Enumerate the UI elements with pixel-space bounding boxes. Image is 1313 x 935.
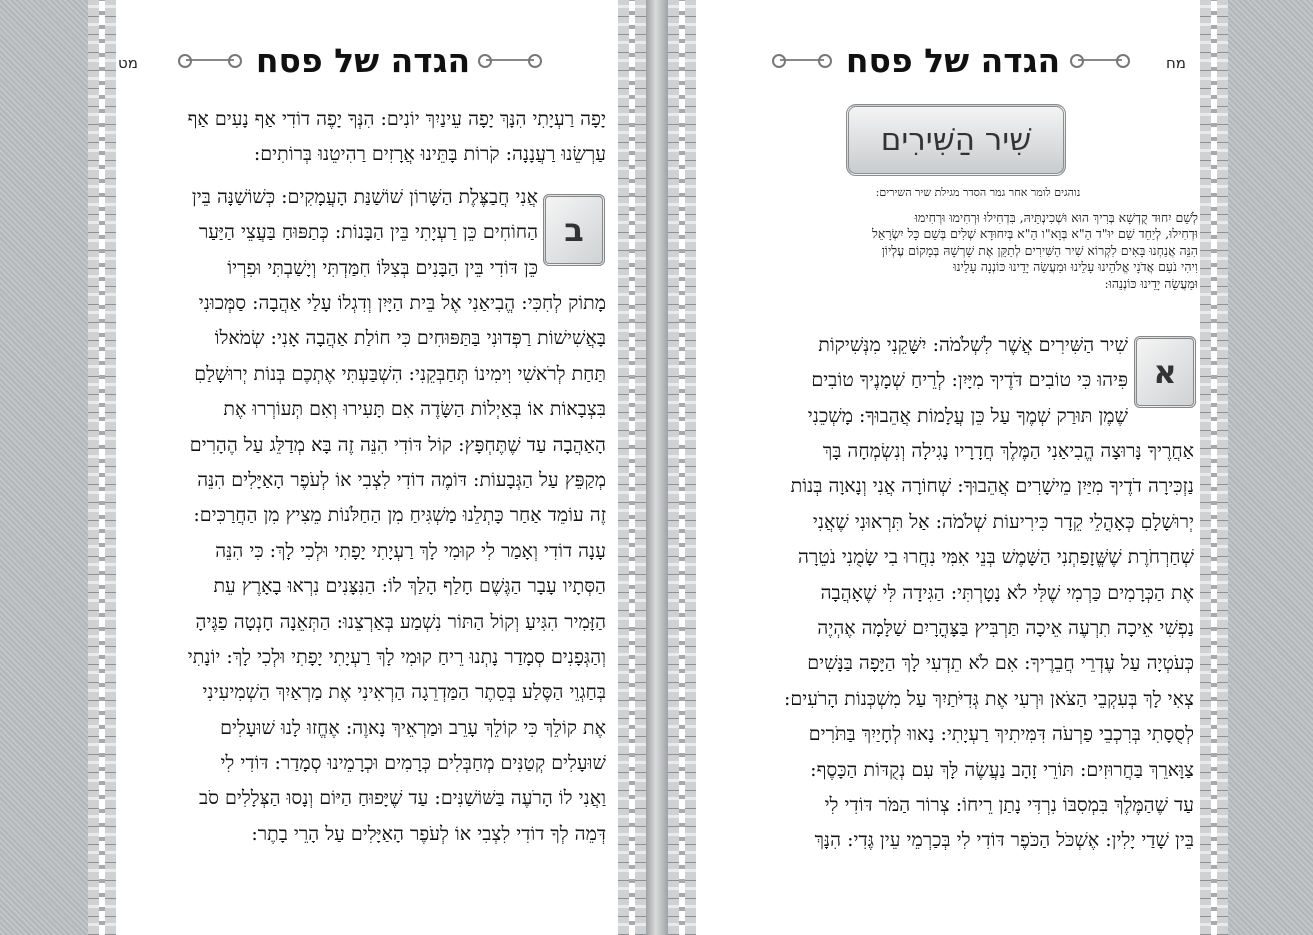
ornament-icon [486,59,534,61]
ornament-icon [186,59,234,61]
page-title: הגדה של פסח [255,40,471,80]
text-line: וְהַגְּפָנִים סְמָדַר נָתְנוּ רֵיחַ קוּמִי לָךְ רַעְיָתִי יָפָתִי וּלְכִי לָךְ: יוֹנָתִי [187,645,606,668]
text-line: עַרְשֵׂנוּ רַעֲנָנָה: קֹרוֹת בָּתֵּינוּ אֲרָזִים רַהִיטֵנוּ בְּרוֹתִים: [253,143,606,166]
text-line: מָתוֹק לְחִכִּי: הֱבִיאַנִי אֶל בֵּית הַיָּיִן וְדִגְלוֹ עָלַי אַהֲבָה: סַמְּכוּנִי [198,292,606,314]
text-line: עַד שֶׁהַמֶּלֶךְ בִּמְסִבּוֹ נִרְדִּי נָתַן רֵיחוֹ: צְרוֹר הַמֹּר דּוֹדִי לִי [824,793,1194,816]
text-line: בֵּין שָׁדַי יָלִין: אֶשְׁכֹּל הַכֹּפֶר דּוֹדִי לִי בְּכַרְמֵי עֵין גֶּדִי: הִנָּךְ [814,829,1194,852]
custom-note: נוהגים לומר אחר גמר הסדר מגילת שיר השירים: [875,186,1081,199]
prayer-line: וִיהִי נֹעַם אֲדֹנָי אֱלֹהֵינוּ עָלֵינוּ וּמַעֲשֵׂה יָדֵינוּ כּוֹנְנָה עָלֵינוּ [953,259,1198,275]
chapter-text [710,434,1194,859]
song-title-plaque: שִׁיר הַשִּׁירִים [846,104,1066,176]
chapter-letter-plaque: א [1134,336,1196,408]
text-line: הַסְּתָיו עָבָר הַגֶּשֶׁם חָלַף הָלַךְ לוֹ: הַנִּצָּנִים נִרְאוּ בָאָרֶץ עֵת [213,575,606,598]
chapter-text [116,286,606,852]
text-line: אֶת הַכְּרָמִים כַּרְמִי שֶׁלִּי לֹא נָטָרְתִּי: הַגִּידָה לִּי שֶׁאָהֲבָה [820,581,1194,604]
text-line: הָאַהֲבָה עַד שֶׁתֶּחְפָּץ: קוֹל דּוֹדִי הִנֵּה זֶה בָּא מְדַלֵּג עַל הֶהָרִים [189,433,606,456]
text-line: עָנָה דוֹדִי וְאָמַר לִי קוּמִי לָךְ רַעְיָתִי יָפָתִי וּלְכִי לָךְ: כִּי הִנֵּה [215,539,606,562]
text-line: תַּחַת לְרֹאשִׁי וִימִינוֹ תְּחַבְּקֵנִי: הִשְׁבַּעְתִּי אֶתְכֶם בְּנוֹת יְרוּשָׁלַםִ [194,362,606,385]
text-line: פִּיהוּ כִּי טוֹבִים דֹּדֶיךָ מִיָּיִן: לְרֵיחַ שְׁמָנֶיךָ טוֹבִים [811,369,1128,392]
text-line: בִּצְבָאוֹת אוֹ בְּאַיְלוֹת הַשָּׂדֶה אִם תָּעִירוּ וְאִם תְּעוֹרְרוּ אֶת [223,398,606,421]
text-line: צְאִי לָךְ בְּעִקְבֵי הַצֹּאן וּרְעִי אֶת גְּדִיֹּתַיִךְ עַל מִשְׁכְּנוֹת הָרֹעִים: [784,687,1194,710]
text-line: הַזָּמִיר הִגִּיעַ וְקוֹל הַתּוֹר נִשְׁמַע בְּאַרְצֵנוּ: הַתְּאֵנָה חָנְטָה פַגֶּיהָ [195,610,606,633]
text-line: מְקַפֵּץ עַל הַגְּבָעוֹת: דּוֹמֶה דוֹדִי לִצְבִי אוֹ לְעֹפֶר הָאַיָּלִים הִנֵּה [197,468,606,491]
chapter-text-top [116,180,538,286]
chapter-text-top [710,328,1128,434]
text-line: אֲנִי חֲבַצֶּלֶת הַשָּׁרוֹן שׁוֹשַׁנַּת הָעֲמָקִים: כְּשׁוֹשַׁנָּה בֵּין [191,186,538,208]
chapter-letter-plaque: ב [543,194,605,266]
text-line: בְּחַגְוֵי הַסֶּלַע בְּסֵתֶר הַמַּדְרֵגָה הַרְאִינִי אֶת מַרְאַיִךְ הַשְׁמִיעִינִי [202,681,606,704]
text-line: שֶׁמֶן תּוּרַק שְׁמֶךָ עַל כֵּן עֲלָמוֹת אֲהֵבוּךָ: מָשְׁכֵנִי [807,404,1128,427]
text-line: זֶה עוֹמֵד אַחַר כָּתְלֵנוּ מַשְׁגִּיחַ מִן הַחַלֹּנוֹת מֵצִיץ מִן הַחֲרַכִּים: [193,504,606,527]
text-line: שִׁיר הַשִּׁירִים אֲשֶׁר לִשְׁלֹמֹה: יִשָּׁקֵנִי מִנְּשִׁיקוֹת [818,334,1128,356]
text-line: בָּאֲשִׁישׁוֹת רַפְּדוּנִי בַּתַּפּוּחִים כִּי חוֹלַת אַהֲבָה אָנִי: שְׂמֹאלוֹ [214,327,606,350]
text-line: נַפְשִׁי אֵיכָה תִרְעֶה אֵיכָה תַּרְבִּיץ בַּצָּהֳרָיִם שַׁלָּמָה אֶהְיֶה [817,616,1194,639]
left-page [88,0,646,935]
text-line: וַאֲנִי לוֹ הָרֹעֶה בַּשּׁוֹשַׁנִּים: עַד שֶׁיָּפוּחַ הַיּוֹם וְנָסוּ הַצְּלָלִים סֹב [199,787,606,810]
page-border [668,0,696,935]
intro-text [116,102,606,173]
text-line: יְרוּשָׁלָםִ כְּאָהֳלֵי קֵדָר כִּירִיעוֹת שְׁלֹמֹה: אַל תִּרְאוּנִי שֶׁאֲנִי [812,510,1194,533]
text-line: אֶת קוֹלֵךְ כִּי קוֹלֵךְ עָרֵב וּמַרְאֵיךְ נָאוֶה: אֶחֱזוּ לָנוּ שׁוּעָלִים [220,716,606,739]
book-gutter [646,0,668,935]
text-line: שְׁחַרְחֹרֶת שֶׁשֱּׁזָפַתְנִי הַשָּׁמֶשׁ בְּנֵי אִמִּי נִחֲרוּ בִי שָׂמֻנִי נֹטֵרָה [797,546,1194,569]
text-line: יָפָה רַעְיָתִי הִנָּךְ יָפָה עֵינַיִךְ יוֹנִים: הִנְּךָ יָפֶה דוֹדִי אַף נָעִים אַף [187,108,606,130]
prayer-line: וּמַעֲשֵׂה יָדֵינוּ כּוֹנְנֵהוּ: [1104,275,1198,291]
prayer-line: לְשֵׁם יִחוּד קֻדְשָׁא בְּרִיךְ הוּא וּשְׁכִינְתֵּיהּ, בִּדְחִילוּ וּרְחִימוּ וּרְחִימוּ [914,210,1198,225]
page-number: מט [118,54,138,72]
page-title: הגדה של פסח [845,40,1061,80]
text-line: שׁוּעָלִים קְטַנִּים מְחַבְּלִים כְּרָמִים וּכְרָמֵינוּ סְמָדַר: דּוֹדִי לִי [220,752,606,775]
ornament-icon [780,59,824,61]
right-page [668,0,1228,935]
text-line: אַחֲרֶיךָ נָּרוּצָה הֱבִיאַנִי הַמֶּלֶךְ חֲדָרָיו נָגִילָה וְנִשְׂמְחָה בָּךְ [822,440,1194,462]
page-border [88,0,116,935]
text-line: לְסֻסָתִי בְּרִכְבֵי פַרְעֹה דִּמִּיתִיךְ רַעְיָתִי: נָאווּ לְחָיַיִךְ בַּתֹּרִים [808,723,1194,746]
text-line: דְּמֵה לְךָ דוֹדִי לִצְבִי אוֹ לְעֹפֶר הָאַיָּלִים עַל הָרֵי בָתֶר: [251,822,606,845]
opening-prayer [738,210,1198,292]
text-line: הַחוֹחִים כֵּן רַעְיָתִי בֵּין הַבָּנוֹת: כְּתַפּוּחַ בַּעֲצֵי הַיַּעַר [198,221,538,244]
page-border [618,0,646,935]
page-number: מח [1166,54,1186,72]
text-line: כֵּן דּוֹדִי בֵּין הַבָּנִים בְּצִלּוֹ חִמַּדְתִּי וְיָשַׁבְתִּי וּפִרְיוֹ [227,256,538,279]
ornament-icon [1078,59,1122,61]
prayer-line: הִנֵּה אֲנַחְנוּ בָּאִים לִקְרוֹא שִׁיר הַשִּׁירִים לְתַקֵּן אֶת שָׁרְשָׁהּ בְּמָקוֹם עֶלְיוֹן [881,242,1198,258]
page-border [1200,0,1228,935]
text-line: צַוָּארֵךְ בַּחֲרוּזִים: תּוֹרֵי זָהָב נַעֲשֶׂה לָּךְ עִם נְקֻדּוֹת הַכָּסֶף: [810,758,1194,781]
prayer-line: וּדְחִילוּ, לְיַחֵד שֵׁם יוּ"ד הֵ"א בְּוָא"ו הֵ"א בְּיִחוּדָא שְׁלִים בְּשֵׁם כָּל יִשְׂרָאֵל [871,226,1198,242]
text-line: כְּעֹטְיָה עַל עֶדְרֵי חֲבֵרֶיךָ: אִם לֹא תֵדְעִי לָךְ הַיָּפָה בַּנָּשִׁים [807,652,1194,675]
text-line: נַזְכִּירָה דֹדֶיךָ מִיַּיִן מֵישָׁרִים אֲהֵבוּךָ: שְׁחוֹרָה אֲנִי וְנָאוָה בְּנוֹת [790,475,1194,498]
